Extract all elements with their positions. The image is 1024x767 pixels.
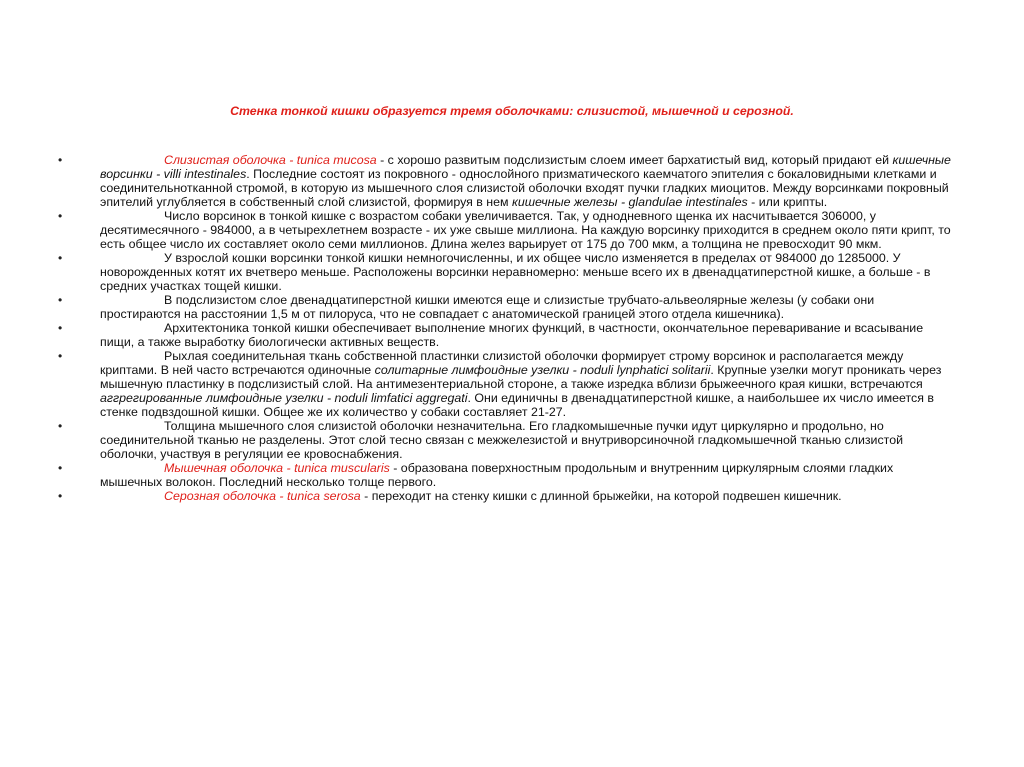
term-aggregated-nodules: аггрегированные лимфоидные узелки - noduli limfatici aggregati xyxy=(100,391,468,405)
bullet-icon: • xyxy=(58,489,63,503)
item-text: - образована поверхностным продольным и внутренним циркулярным слоями гладких мышечных волокон. Последний несколько толще первого. xyxy=(100,461,894,489)
item-text: . Последние состоят из покровного - однослойного призматического каемчатого эпителия с бокаловидными клетками и соединительнотканной стромой, в которую из мышечного слоя слизистой оболочки входят пучки гладких миоцитов. Между ворсинками покровный эпителий углубляется в собственный слой слизистой, формируя в нем xyxy=(100,167,949,209)
bullet-icon: • xyxy=(58,293,63,307)
bullet-icon: • xyxy=(58,419,63,433)
item-text: . Они единичны в двенадцатиперстной кишке, а наибольшее их число имеется в стенке подвздошной кишки. Общее же их количество у собаки составляет 21-27. xyxy=(100,391,934,419)
list-item xyxy=(58,349,958,419)
list-item xyxy=(58,461,958,489)
item-text: Архитектоника тонкой кишки обеспечивает выполнение многих функций, в частности, окончательное переваривание и всасывание пищи, а также выработку биологически активных веществ. xyxy=(100,321,924,349)
item-text: Толщина мышечного слоя слизистой оболочки незначительна. Его гладкомышечные пучки идут циркулярно и продольно, но соединительной тканью не разделены. Этот слой тесно связан с межжелезистой и внутриворсиночной гладкомышечной тканью слизистой оболочки, участвуя в регуляции ее кровоснабжения. xyxy=(100,419,904,461)
bullet-icon: • xyxy=(58,321,63,335)
list-item xyxy=(58,251,958,293)
bullet-icon: • xyxy=(58,209,63,223)
bullet-icon: • xyxy=(58,461,63,475)
term-mucosa: Слизистая оболочка - tunica mucosa xyxy=(164,153,377,167)
slide-title: Стенка тонкой кишки образуется тремя оболочками: слизистой, мышечной и серозной. xyxy=(230,104,794,118)
item-text: . Крупные узелки могут проникать через мышечную пластинку в подслизистый слой. На антимезентериальной стороне, а также изредка вблизи брыжеечного края кишки, встречаются xyxy=(100,363,942,391)
list-item xyxy=(58,153,958,209)
list-item xyxy=(58,321,958,349)
bullet-list xyxy=(58,153,958,503)
term-muscularis: Мышечная оболочка - tunica muscularis xyxy=(164,461,390,475)
bullet-icon: • xyxy=(58,153,63,167)
term-solitary-nodules: солитарные лимфоидные узелки - noduli lynphatici solitarii xyxy=(374,363,711,377)
item-text: Рыхлая соединительная ткань собственной пластинки слизистой оболочки формирует строму ворсинок и располагается между криптами. В ней часто встречаются одиночные xyxy=(100,349,904,377)
item-text: Число ворсинок в тонкой кишке с возрастом собаки увеличивается. Так, у однодневного щенка их насчитывается 306000, у десятимесячного - 984000, а в четырехлетнем возрасте - их уже свыше миллиона. На каждую ворсинку приходится в среднем около пяти крипт, то есть общее число их составляет около семи миллионов. Длина желез варьирует от 175 до 700 мкм, а толщина не превосходит 90 мкм. xyxy=(100,209,951,251)
item-text: - с хорошо развитым подслизистым слоем имеет бархатистый вид, который придают ей xyxy=(376,153,893,167)
item-text: - переходит на стенку кишки с длинной брыжейки, на которой подвешен кишечник. xyxy=(360,489,842,503)
item-text: В подслизистом слое двенадцатиперстной кишки имеются еще и слизистые трубчато-альвеолярные железы (у собаки они простираются на расстоянии 1,5 м от пилоруса, что не совпадает с анатомической границей этого отдела кишечника). xyxy=(100,293,875,321)
list-item xyxy=(58,419,958,461)
bullet-icon: • xyxy=(58,349,63,363)
item-text: - или крипты. xyxy=(747,195,828,209)
list-item xyxy=(58,293,958,321)
item-text: У взрослой кошки ворсинки тонкой кишки немногочисленны, и их общее число изменяется в пределах от 984000 до 1285000. У новорожденных котят их вчетверо меньше. Расположены ворсинки неравномерно: меньше всего их в двенадцатиперстной кишке, а больше - в средних участках тощей кишки. xyxy=(100,251,931,293)
bullet-icon: • xyxy=(58,251,63,265)
list-item xyxy=(58,489,958,503)
term-villi: кишечные ворсинки - villi intestinales xyxy=(100,153,951,181)
term-glandulae: кишечные железы - glandulae intestinales xyxy=(512,195,748,209)
list-item xyxy=(58,209,958,251)
term-serosa: Серозная оболочка - tunica serosa xyxy=(164,489,361,503)
